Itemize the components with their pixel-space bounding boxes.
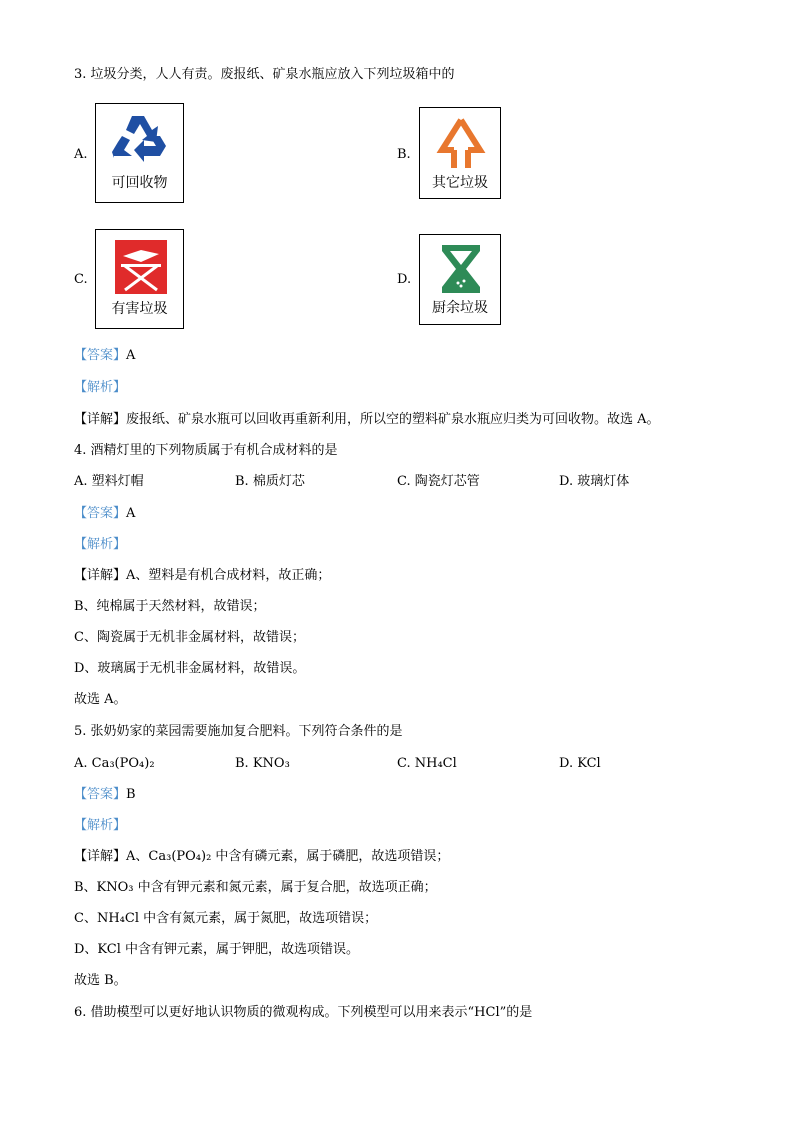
kitchen-waste-bin-label: 厨余垃圾 [432, 300, 488, 316]
kitchen-waste-icon [438, 243, 484, 295]
q4-detail-line-1 [74, 567, 330, 585]
answer-value: B [126, 787, 136, 802]
analysis-tag: 【解析】 [74, 818, 127, 833]
q4-option-c: C. 陶瓷灯芯管 [397, 474, 480, 489]
hazard-icon [115, 240, 167, 294]
q3-detail [74, 411, 660, 429]
q4-stem: 4. 酒精灯里的下列物质属于有机合成材料的是 [74, 443, 338, 458]
answer-tag: 【答案】 [74, 348, 127, 363]
detail-text: A、塑料是有机合成材料，故正确； [126, 568, 331, 583]
answer-value: A [126, 506, 136, 521]
q4-detail-line-2: B、纯棉属于天然材料，故错误； [74, 599, 266, 614]
q4-conclusion: 故选 A。 [74, 692, 127, 707]
q4-analysis [74, 536, 126, 554]
q4-detail-line-4: D、玻璃属于无机非金属材料，故错误。 [74, 661, 306, 676]
detail-text: A、Ca₃(PO₄)₂ 中含有磷元素，属于磷肥，故选项错误； [126, 849, 450, 864]
q5-analysis [74, 817, 126, 835]
q5-detail-line-3: C、NH₄Cl 中含有氮元素，属于氮肥，故选项错误； [74, 911, 378, 926]
detail-tag: 【详解】 [74, 568, 127, 583]
answer-tag: 【答案】 [74, 506, 127, 521]
q5-option-d: D. KCl [559, 756, 601, 771]
q4-option-d: D. 玻璃灯体 [559, 474, 630, 489]
q3-option-c-letter: C. [74, 272, 88, 287]
q3-option-a-letter: A. [74, 147, 88, 162]
q3-answer [74, 347, 135, 365]
q4-detail-line-3: C、陶瓷属于无机非金属材料，故错误； [74, 630, 305, 645]
q5-option-a: A. Ca₃(PO₄)₂ [74, 756, 155, 771]
detail-tag: 【详解】 [74, 849, 127, 864]
q4-option-b: B. 棉质灯芯 [235, 474, 305, 489]
q4-answer [74, 505, 135, 523]
kitchen-waste-bin-image [419, 234, 501, 325]
recycle-bin-image [95, 103, 184, 203]
other-waste-bin-label: 其它垃圾 [432, 175, 488, 191]
detail-text: 废报纸、矿泉水瓶可以回收再重新利用，所以空的塑料矿泉水瓶应归类为可回收物。故选 A。 [126, 412, 660, 427]
q3-analysis [74, 379, 126, 397]
q5-detail-line-2: B、KNO₃ 中含有钾元素和氮元素，属于复合肥，故选项正确； [74, 880, 437, 895]
q5-detail-line-4: D、KCl 中含有钾元素，属于钾肥，故选项错误。 [74, 942, 360, 957]
answer-value: A [126, 348, 136, 363]
analysis-tag: 【解析】 [74, 380, 127, 395]
recycle-icon [112, 112, 168, 164]
q3-option-d-letter: D. [397, 272, 412, 287]
q6-stem: 6. 借助模型可以更好地认识物质的微观构成。下列模型可以用来表示“HCl”的是 [74, 1005, 533, 1020]
answer-tag: 【答案】 [74, 787, 127, 802]
q5-option-c: C. NH₄Cl [397, 756, 457, 771]
detail-tag: 【详解】 [74, 412, 127, 427]
hazard-bin-image [95, 229, 184, 329]
other-waste-icon [436, 116, 486, 172]
analysis-tag: 【解析】 [74, 537, 127, 552]
q5-stem: 5. 张奶奶家的菜园需要施加复合肥料。下列符合条件的是 [74, 724, 403, 739]
q5-conclusion: 故选 B。 [74, 973, 127, 988]
q3-option-b-letter: B. [397, 147, 411, 162]
q4-option-a: A. 塑料灯帽 [74, 474, 144, 489]
recycle-bin-label: 可回收物 [111, 175, 168, 191]
q5-detail-line-1 [74, 848, 449, 866]
q5-option-b: B. KNO₃ [235, 756, 290, 771]
q5-answer [74, 786, 136, 804]
other-waste-bin-image [419, 107, 501, 199]
q3-stem: 3. 垃圾分类，人人有责。废报纸、矿泉水瓶应放入下列垃圾箱中的 [74, 67, 455, 82]
hazard-bin-label: 有害垃圾 [111, 301, 168, 317]
